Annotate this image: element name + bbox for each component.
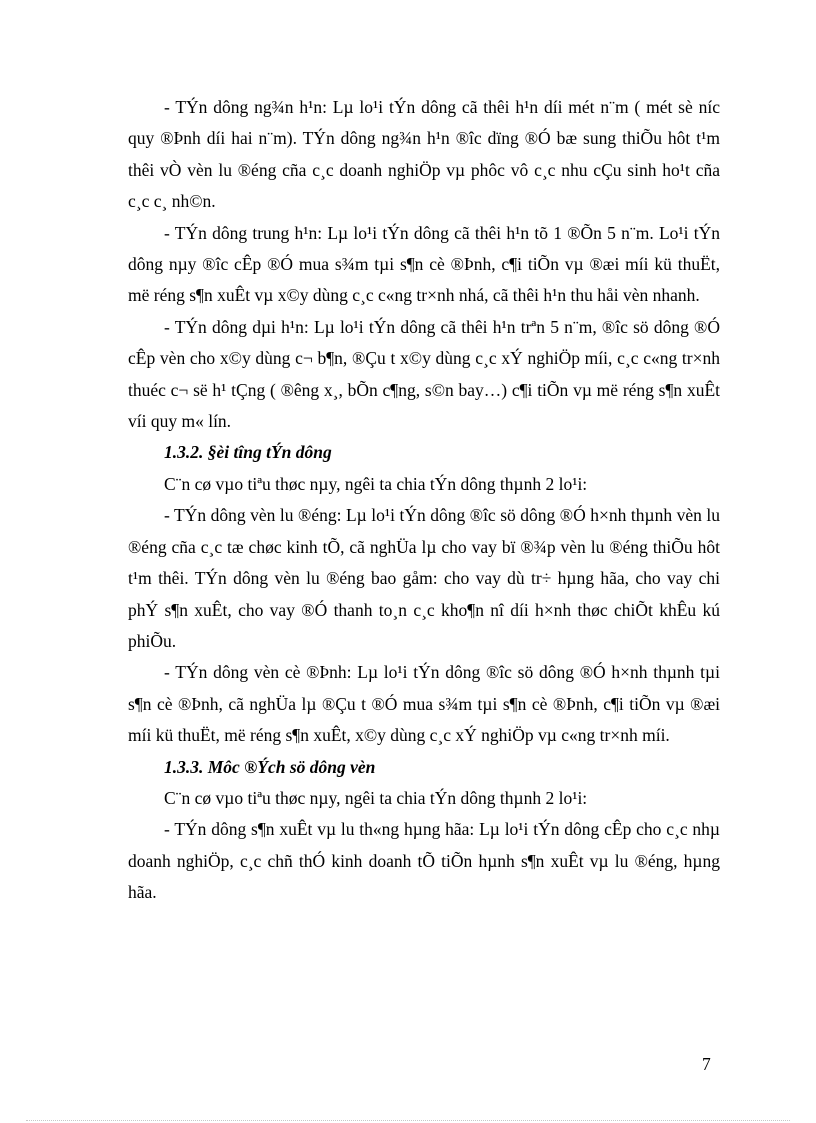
paragraph-medium-term-credit: - TÝn dông trung h¹n: Lµ lo¹i tÝn dông cã thêi h¹n tõ 1 ®Õn 5 n¨m. Lo¹i tÝn dông nµy ®îc cÊp ®Ó mua s¾m tµi s¶n cè ®Þnh, c¶i tiÕn vµ ®æi míi kü thuËt, më réng s¶n xuÊt vµ x©y dùng c¸c c«ng tr×nh nhá, cã thêi h¹n thu håi vèn nhanh. — [128, 222, 720, 306]
paragraph-production-circulation-credit: - TÝn dông s¶n xuÊt vµ lu th«ng hµng hãa: Lµ lo¹i tÝn dông cÊp cho c¸c nhµ doanh nghiÖp, c¸c chñ thÓ kinh doanh tÕ tiÕn hµnh s¶n xuÊt vµ lu ®éng, hµng hãa. — [128, 819, 720, 903]
paragraph-fixed-capital-credit: - TÝn dông vèn cè ®Þnh: Lµ lo¹i tÝn dông ®îc sö dông ®Ó h×nh thµnh tµi s¶n cè ®Þnh, cã nghÜa lµ ®Çu t ®Ó mua s¾m tµi s¶n cè ®Þnh, c¶i tiÕn vµ ®æi míi kü thuËt, më réng s¶n xuÊt, x©y dùng c¸c xÝ nghiÖp vµ c«ng tr×nh míi. — [128, 662, 720, 746]
paragraph-long-term-credit: - TÝn dông dµi h¹n: Lµ lo¹i tÝn dông cã thêi h¹n trªn 5 n¨m, ®îc sö dông ®Ó cÊp vèn cho x©y dùng c¬ b¶n, ®Çu t x©y dùng c¸c xÝ nghiÖp míi, c¸c c«ng tr×nh thuéc c¬ së h¹ tÇng ( ®êng x¸, bÕn c¶ng, s©n bay…) c¶i tiÕn vµ më réng s¶n xuÊt víi quy m« lín. — [128, 316, 720, 432]
paragraph-criteria-intro: C¨n cø vµo tiªu thøc nµy, ngêi ta chia tÝn dông thµnh 2 lo¹i: — [164, 473, 588, 494]
paragraph-criteria-intro-2: C¨n cø vµo tiªu thøc nµy, ngêi ta chia tÝn dông thµnh 2 lo¹i: — [164, 787, 588, 808]
footer-divider — [26, 1120, 790, 1121]
paragraph-working-capital-credit: - TÝn dông vèn lu ®éng: Lµ lo¹i tÝn dông ®îc sö dông ®Ó h×nh thµnh vèn lu ®éng cña c¸c tæ chøc kinh tÕ, cã nghÜa lµ cho vay bï ®¾p vèn lu ®éng thiÕu hôt t¹m thêi. TÝn dông vèn lu ®éng bao gåm: cho vay dù tr÷ hµng hãa, cho vay chi phÝ s¶n xuÊt, cho vay ®Ó thanh to¸n c¸c kho¶n nî díi h×nh thøc chiÕt khÊu kú phiÕu. — [128, 505, 720, 651]
page-body — [128, 92, 720, 909]
page-number: 7 — [702, 1054, 711, 1074]
paragraph-short-term-credit: - TÝn dông ng¾n h¹n: Lµ lo¹i tÝn dông cã thêi h¹n díi mét n¨m ( mét sè níc quy ®Þnh díi hai n¨m). TÝn dông ng¾n h¹n ®îc dïng ®Ó bæ sung thiÕu hôt t¹m thêi vÒ vèn lu ®éng cña c¸c doanh nghiÖp vµ phôc vô c¸c nhu cÇu sinh ho¹t cña c¸c c¸ nh©n. — [128, 97, 720, 212]
section-heading-1-3-2: 1.3.2. §èi tîng tÝn dông — [164, 442, 332, 463]
section-heading-1-3-3: 1.3.3. Môc ®Ých sö dông vèn — [164, 756, 376, 777]
